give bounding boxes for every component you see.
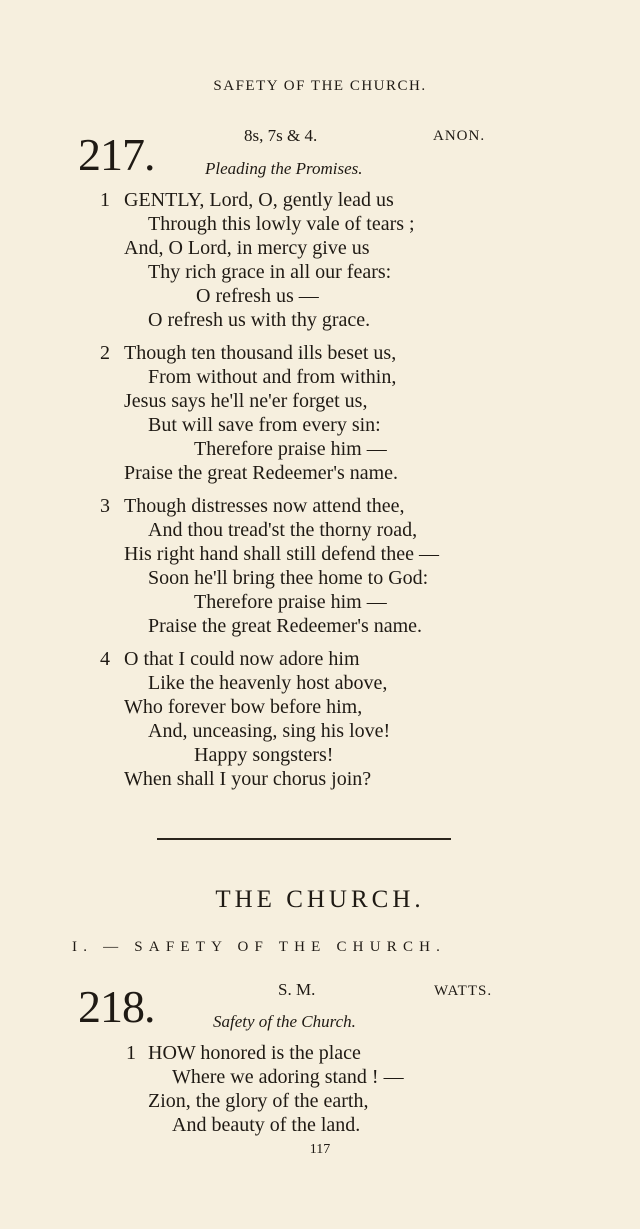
verse-line: Though ten thousand ills beset us, (124, 342, 397, 364)
section-title: THE CHURCH. (215, 886, 425, 913)
verse-line: And, O Lord, in mercy give us (124, 237, 370, 259)
hymn-meter-217: 8s, 7s & 4. (244, 126, 318, 145)
verse-line: Through this lowly vale of tears ; (148, 213, 415, 235)
verse-line: O refresh us with thy grace. (148, 309, 371, 331)
stanza-number: 1 (100, 189, 110, 211)
subsection-title: I. — SAFETY OF THE CHURCH. (72, 939, 447, 955)
verse-line: GENTLY, Lord, O, gently lead us (124, 189, 394, 211)
hymn-title-218: Safety of the Church. (213, 1012, 356, 1031)
verse-line: Jesus says he'll ne'er forget us, (124, 390, 368, 412)
hymn-meter-218: S. M. (278, 980, 316, 999)
stanza-number: 3 (100, 495, 110, 517)
verse-line: Thy rich grace in all our fears: (148, 261, 392, 283)
running-header: SAFETY OF THE CHURCH. (213, 78, 427, 94)
verse-line: Therefore praise him — (194, 438, 387, 460)
verse-line: Praise the great Redeemer's name. (124, 462, 399, 484)
verse-line: Where we adoring stand ! — (172, 1066, 404, 1088)
verse-line: Happy songsters! (194, 744, 334, 766)
verse-line: But will save from every sin: (148, 414, 381, 436)
stanza-number: 2 (100, 342, 110, 364)
hymn-number-218: 218. (78, 981, 155, 1032)
page-number: 117 (309, 1142, 331, 1157)
verse-line: HOW honored is the place (148, 1042, 361, 1064)
verse-line: Praise the great Redeemer's name. (148, 615, 423, 637)
verse-line: When shall I your chorus join? (124, 768, 372, 790)
hymn-number-217: 217. (78, 129, 155, 180)
hymn-author-217: ANON. (433, 128, 486, 144)
verse-line: Soon he'll bring thee home to God: (148, 567, 429, 589)
section-divider (157, 838, 451, 840)
verse-line: Though distresses now attend thee, (124, 495, 405, 517)
verse-line: Zion, the glory of the earth, (148, 1090, 369, 1112)
verse-line: And thou tread'st the thorny road, (148, 519, 418, 541)
verse-line: O refresh us — (196, 285, 319, 307)
verse-line: Therefore praise him — (194, 591, 387, 613)
verse-line: O that I could now adore him (124, 648, 360, 670)
hymn-title-217: Pleading the Promises. (205, 159, 363, 178)
stanza-number: 4 (100, 648, 110, 670)
stanza-number: 1 (126, 1042, 136, 1064)
hymn-author-218: WATTS. (434, 983, 493, 999)
verse-line: His right hand shall still defend thee — (124, 543, 439, 565)
verse-line: Who forever bow before him, (124, 696, 363, 718)
verse-line: From without and from within, (148, 366, 397, 388)
verse-line: And beauty of the land. (172, 1114, 361, 1136)
verse-line: And, unceasing, sing his love! (148, 720, 391, 742)
verse-line: Like the heavenly host above, (148, 672, 388, 694)
